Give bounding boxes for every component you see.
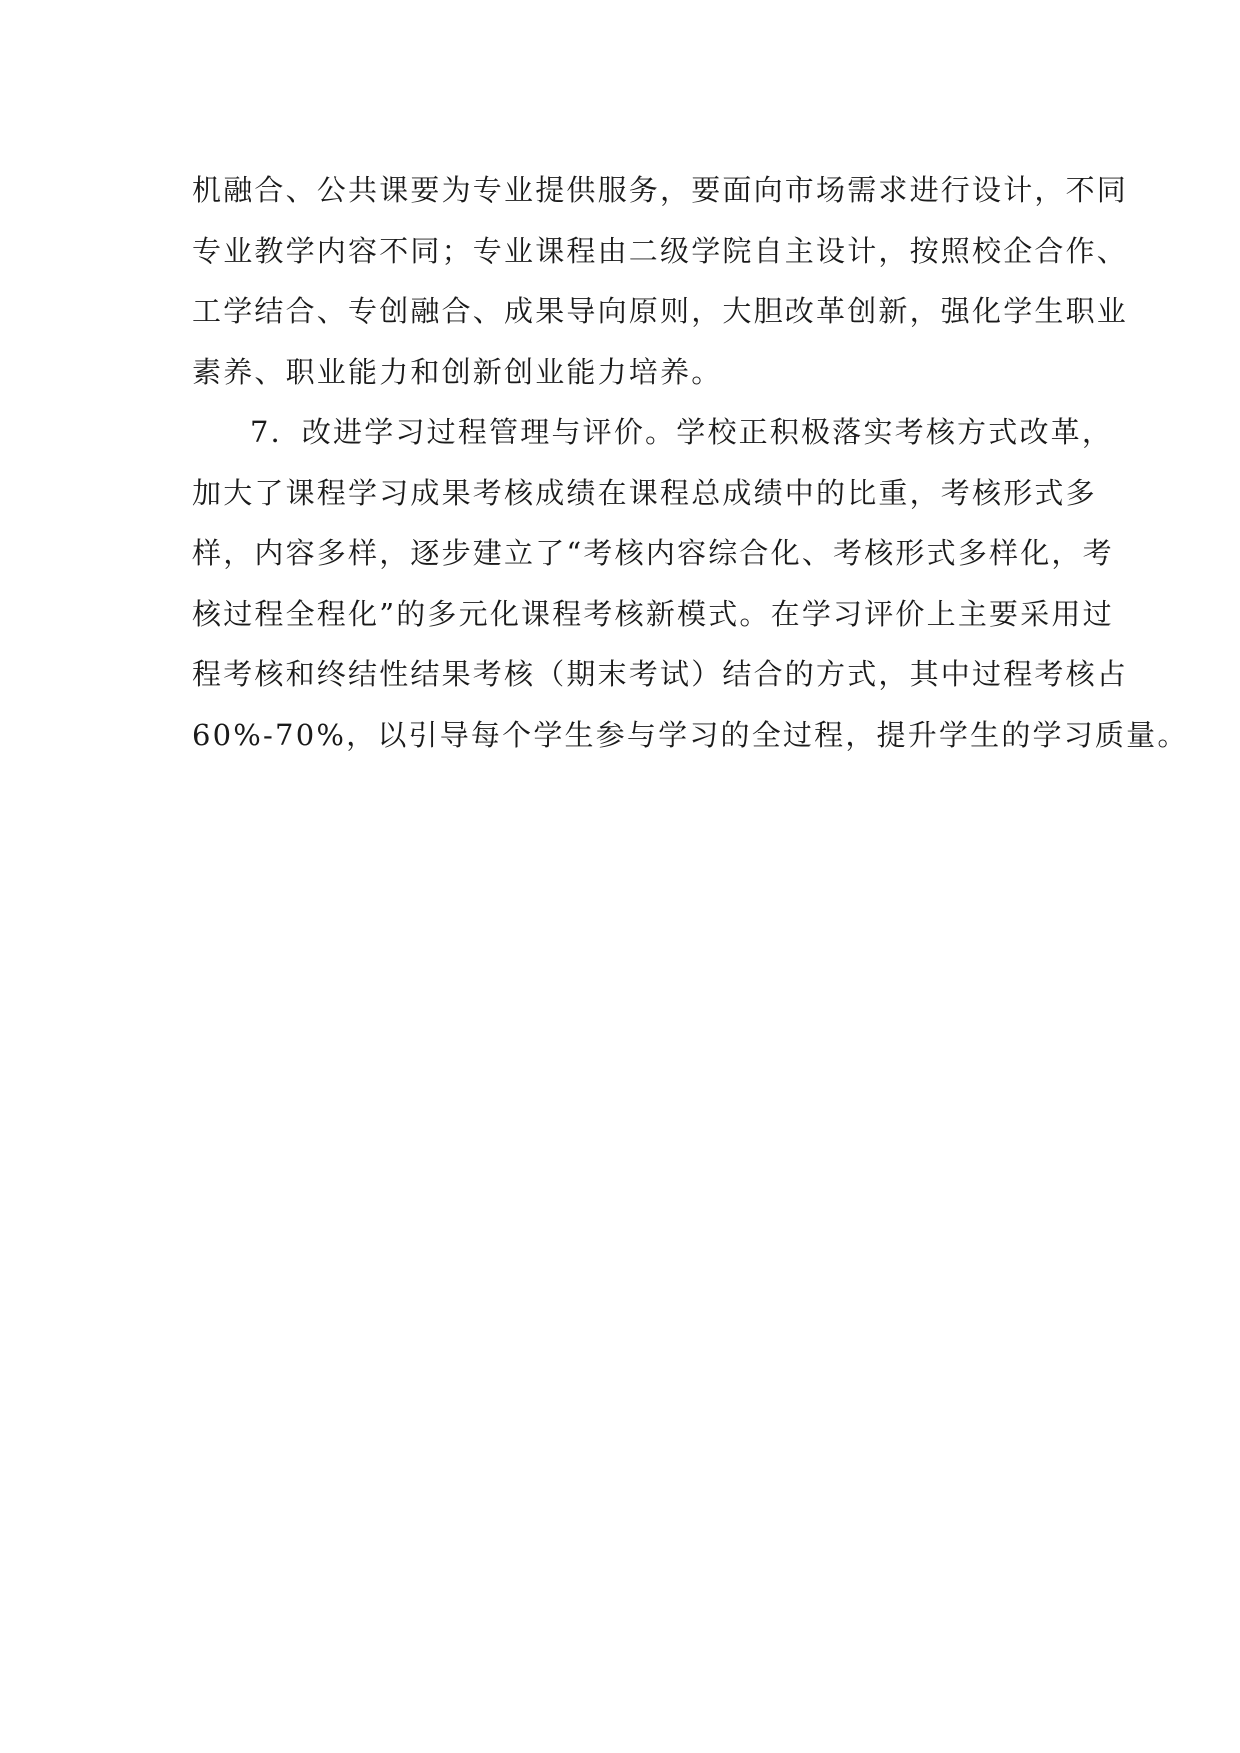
- paragraph-line: 素养、职业能力和创新创业能力培养。: [192, 354, 723, 389]
- paragraph-line: 核过程全程化”的多元化课程考核新模式。在学习评价上主要采用过: [192, 596, 1114, 631]
- paragraph-line: 工学结合、专创融合、成果导向原则，大胆改革创新，强化学生职业: [192, 294, 1129, 328]
- paragraph-line: 样，内容多样，逐步建立了“考核内容综合化、考核形式多样化，考: [192, 536, 1114, 570]
- document-body: [192, 160, 1189, 765]
- paragraph-line: 专业教学内容不同；专业课程由二级学院自主设计，按照校企合作、: [192, 233, 1129, 268]
- paragraph-line: 程考核和终结性结果考核（期末考试）结合的方式，其中过程考核占: [192, 657, 1129, 691]
- paragraph-line: 机融合、公共课要为专业提供服务，要面向市场需求进行设计，不同: [192, 173, 1129, 207]
- paragraph-line: 60%-70%，以引导每个学生参与学习的全过程，提升学生的学习质量。: [192, 717, 1189, 752]
- paragraph-line: 加大了课程学习成果考核成绩在课程总成绩中的比重，考核形式多: [192, 475, 1097, 510]
- paragraph-line: 7．改进学习过程管理与评价。学校正积极落实考核方式改革，: [250, 415, 1114, 449]
